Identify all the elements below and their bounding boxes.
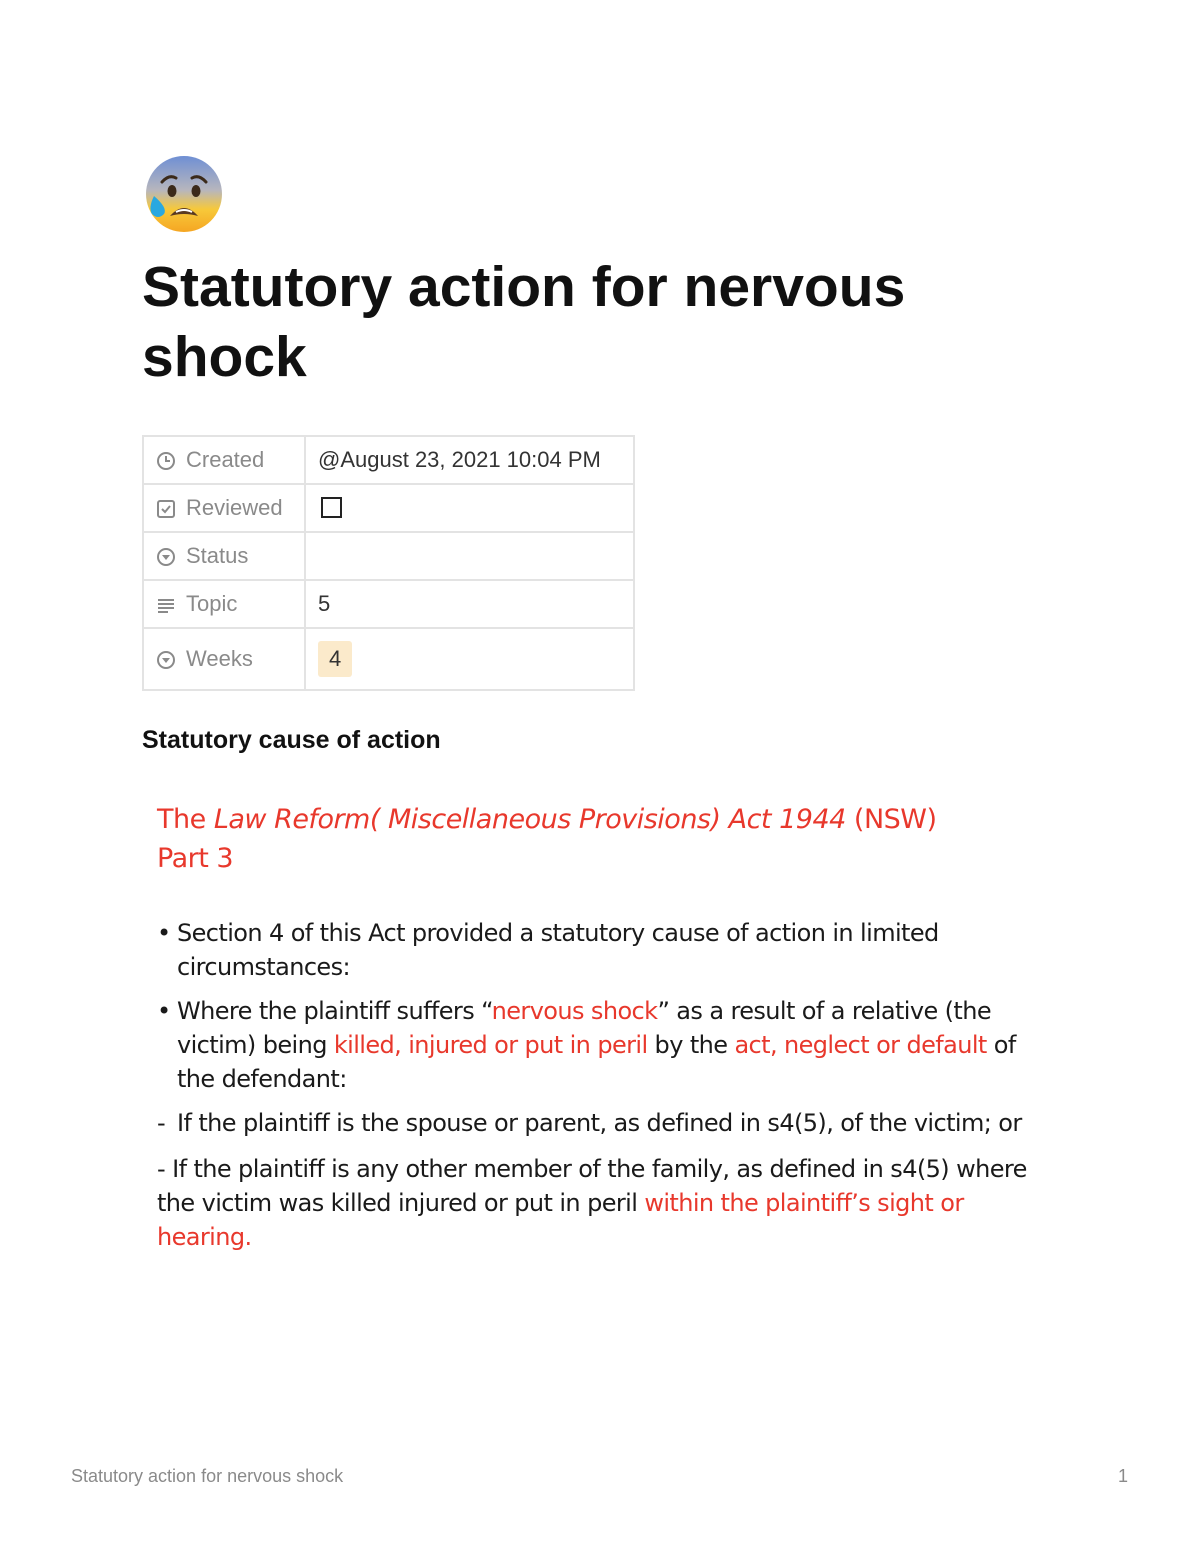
clock-icon [156, 451, 176, 471]
status-label: Status [186, 543, 249, 568]
property-row-status [143, 532, 634, 580]
dash-mark: - [157, 1109, 166, 1137]
bullet-mark: • [157, 919, 171, 947]
footer-title: Statutory action for nervous shock [71, 1466, 344, 1486]
slide-dash-2-text: - If the plaintiff is any other member of the family, as defined in s4(5) where the victim was killed injured or put in peril [157, 1155, 1027, 1217]
slide-title [157, 800, 1057, 878]
b2-text-b: ” as a result of a relative (the victim) being [177, 997, 992, 1059]
property-label-weeks [143, 628, 305, 690]
b2-red-killed-injured: killed, injured or put in peril [333, 1031, 648, 1059]
footer-page-number: 1 [1118, 1466, 1129, 1486]
b2-text-a: Where the plaintiff suffers “ [177, 997, 492, 1025]
status-value[interactable] [305, 532, 634, 580]
reviewed-label: Reviewed [186, 495, 283, 520]
created-value[interactable]: @August 23, 2021 10:04 PM [305, 436, 634, 484]
topic-label: Topic [186, 591, 238, 616]
text-lines-icon [156, 595, 176, 615]
reviewed-checkbox[interactable] [321, 497, 342, 518]
section-heading: Statutory cause of action [142, 726, 441, 754]
slide-dash-2 [157, 1152, 1057, 1254]
slide-title-suffix: (NSW) [845, 804, 937, 835]
property-row-weeks [143, 628, 634, 690]
page-title: Statutory action for nervous shock [142, 255, 906, 389]
b2-text-d: of the defendant: [177, 1031, 1016, 1093]
select-icon [156, 650, 176, 670]
created-label: Created [186, 447, 265, 472]
weeks-tag[interactable]: 4 [318, 641, 352, 677]
property-label-created [143, 436, 305, 484]
slide-title-act: Law Reform( Miscellaneous Provisions) Act 1944 [213, 804, 846, 835]
slide-bullet-1-text: Section 4 of this Act provided a statutory cause of action in limited circumstances: [177, 919, 939, 981]
checkbox-icon [156, 499, 176, 519]
weeks-value [305, 628, 634, 690]
property-label-topic [143, 580, 305, 628]
slide-bullet-2 [157, 994, 1057, 1096]
topic-value[interactable]: 5 [305, 580, 634, 628]
slide-dash-1 [157, 1106, 1057, 1140]
reviewed-value [305, 484, 634, 532]
slide-bullet-1 [157, 916, 1057, 984]
anxious-face-with-sweat-icon [142, 152, 226, 236]
bullet-mark: • [157, 997, 171, 1025]
slide-title-part: Part 3 [157, 843, 234, 874]
slide-image [157, 800, 1057, 1264]
property-row-reviewed [143, 484, 634, 532]
d2-red-sight-hearing: within the plaintiff’s sight or hearing. [157, 1189, 964, 1251]
weeks-label: Weeks [186, 646, 253, 671]
b2-red-nervous-shock: nervous shock [491, 997, 658, 1025]
property-label-status [143, 532, 305, 580]
properties-table [142, 435, 635, 691]
b2-red-act-neglect: act, neglect or default [734, 1031, 987, 1059]
property-label-reviewed [143, 484, 305, 532]
slide-title-prefix: The [157, 804, 214, 835]
property-row-created [143, 436, 634, 484]
b2-text-c: by the [647, 1031, 735, 1059]
property-row-topic [143, 580, 634, 628]
select-icon [156, 547, 176, 567]
slide-dash-1-text: If the plaintiff is the spouse or parent, as defined in s4(5), of the victim; or [177, 1109, 1022, 1137]
